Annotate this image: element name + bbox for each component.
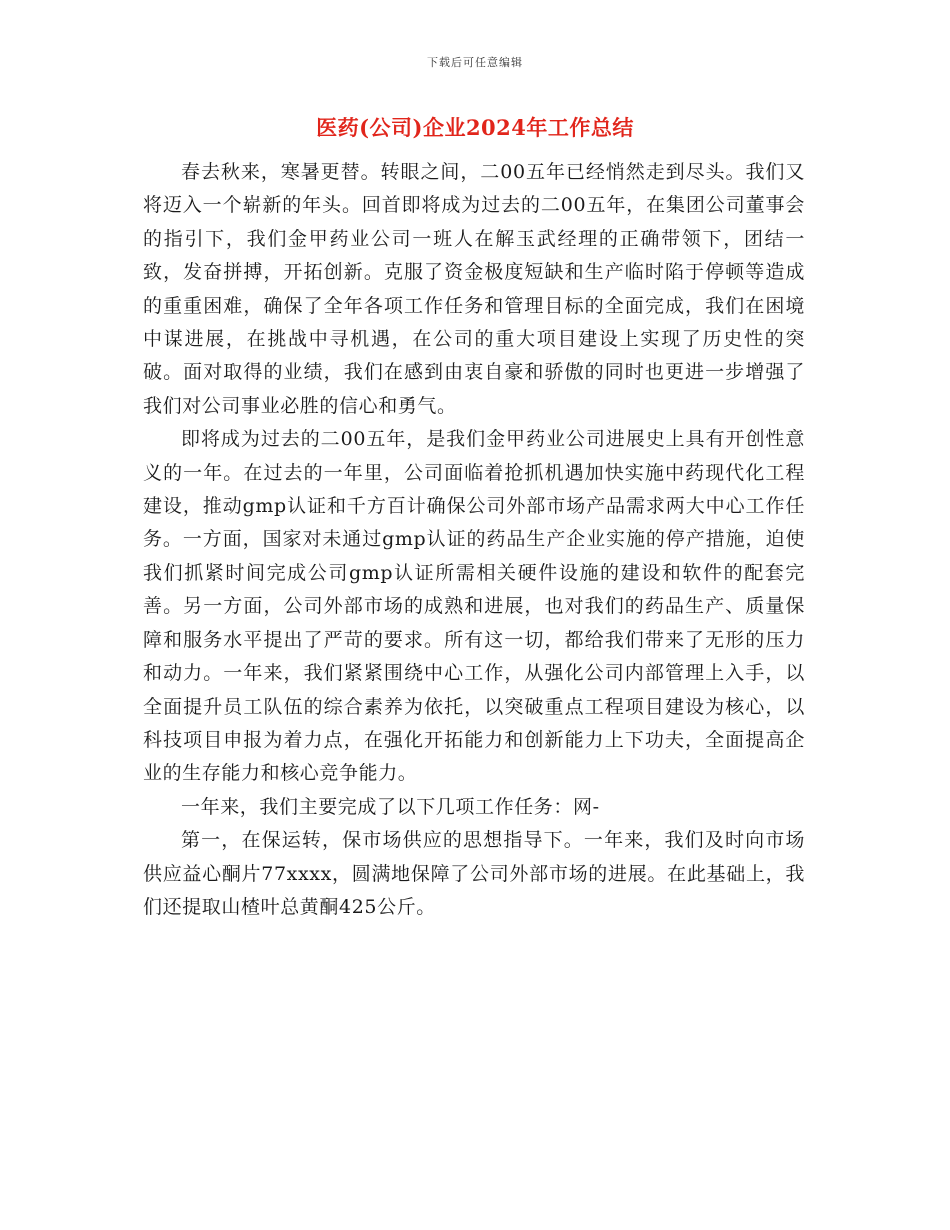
paragraph-task-one: 第一，在保运转，保市场供应的思想指导下。一年来，我们及时向市场供应益心酮片77xxxx，圆满地保障了公司外部市场的进展。在此基础上，我们还提取山楂叶总黄酮425公斤。: [143, 829, 805, 918]
paragraph-intro: 春去秋来，寒暑更替。转眼之间，二00五年已经悄然走到尽头。我们又将迈入一个崭新的年头。回首即将成为过去的二00五年，在集团公司董事会的指引下，我们金甲药业公司一班人在解玉武经理的正确带领下，团结一致，发奋拼搏，开拓创新。克服了资金极度短缺和生产临时陷于停顿等造成的重重困难，确保了全年各项工作任务和管理目标的全面完成，我们在困境中谋进展，在挑战中寻机遇，在公司的重大项目建设上实现了历史性的突破。面对取得的业绩，我们在感到由衷自豪和骄傲的同时也更进一步增强了我们对公司事业必胜的信心和勇气。: [143, 161, 805, 417]
paragraph-tasks-intro: 一年来，我们主要完成了以下几项工作任务：网-: [181, 795, 600, 818]
document-title: 医药(公司)企业2024年工作总结: [316, 115, 634, 140]
paragraph-overview: 即将成为过去的二00五年，是我们金甲药业公司进展史上具有开创性意义的一年。在过去的一年里，公司面临着抢抓机遇加快实施中药现代化工程建设，推动gmp认证和千方百计确保公司外部市场产品需求两大中心工作任务。一方面，国家对未通过gmp认证的药品生产企业实施的停产措施，迫使我们抓紧时间完成公司gmp认证所需相关硬件设施的建设和软件的配套完善。另一方面，公司外部市场的成熟和进展，也对我们的药品生产、质量保障和服务水平提出了严苛的要求。所有这一切，都给我们带来了无形的压力和动力。一年来，我们紧紧围绕中心工作，从强化公司内部管理上入手，以全面提升员工队伍的综合素养为依托，以突破重点工程项目建设为核心，以科技项目申报为着力点，在强化开拓能力和创新能力上下功夫，全面提高企业的生存能力和核心竞争能力。: [143, 428, 805, 785]
header-note: 下载后可任意编辑: [427, 56, 523, 69]
document-body: [143, 156, 805, 924]
